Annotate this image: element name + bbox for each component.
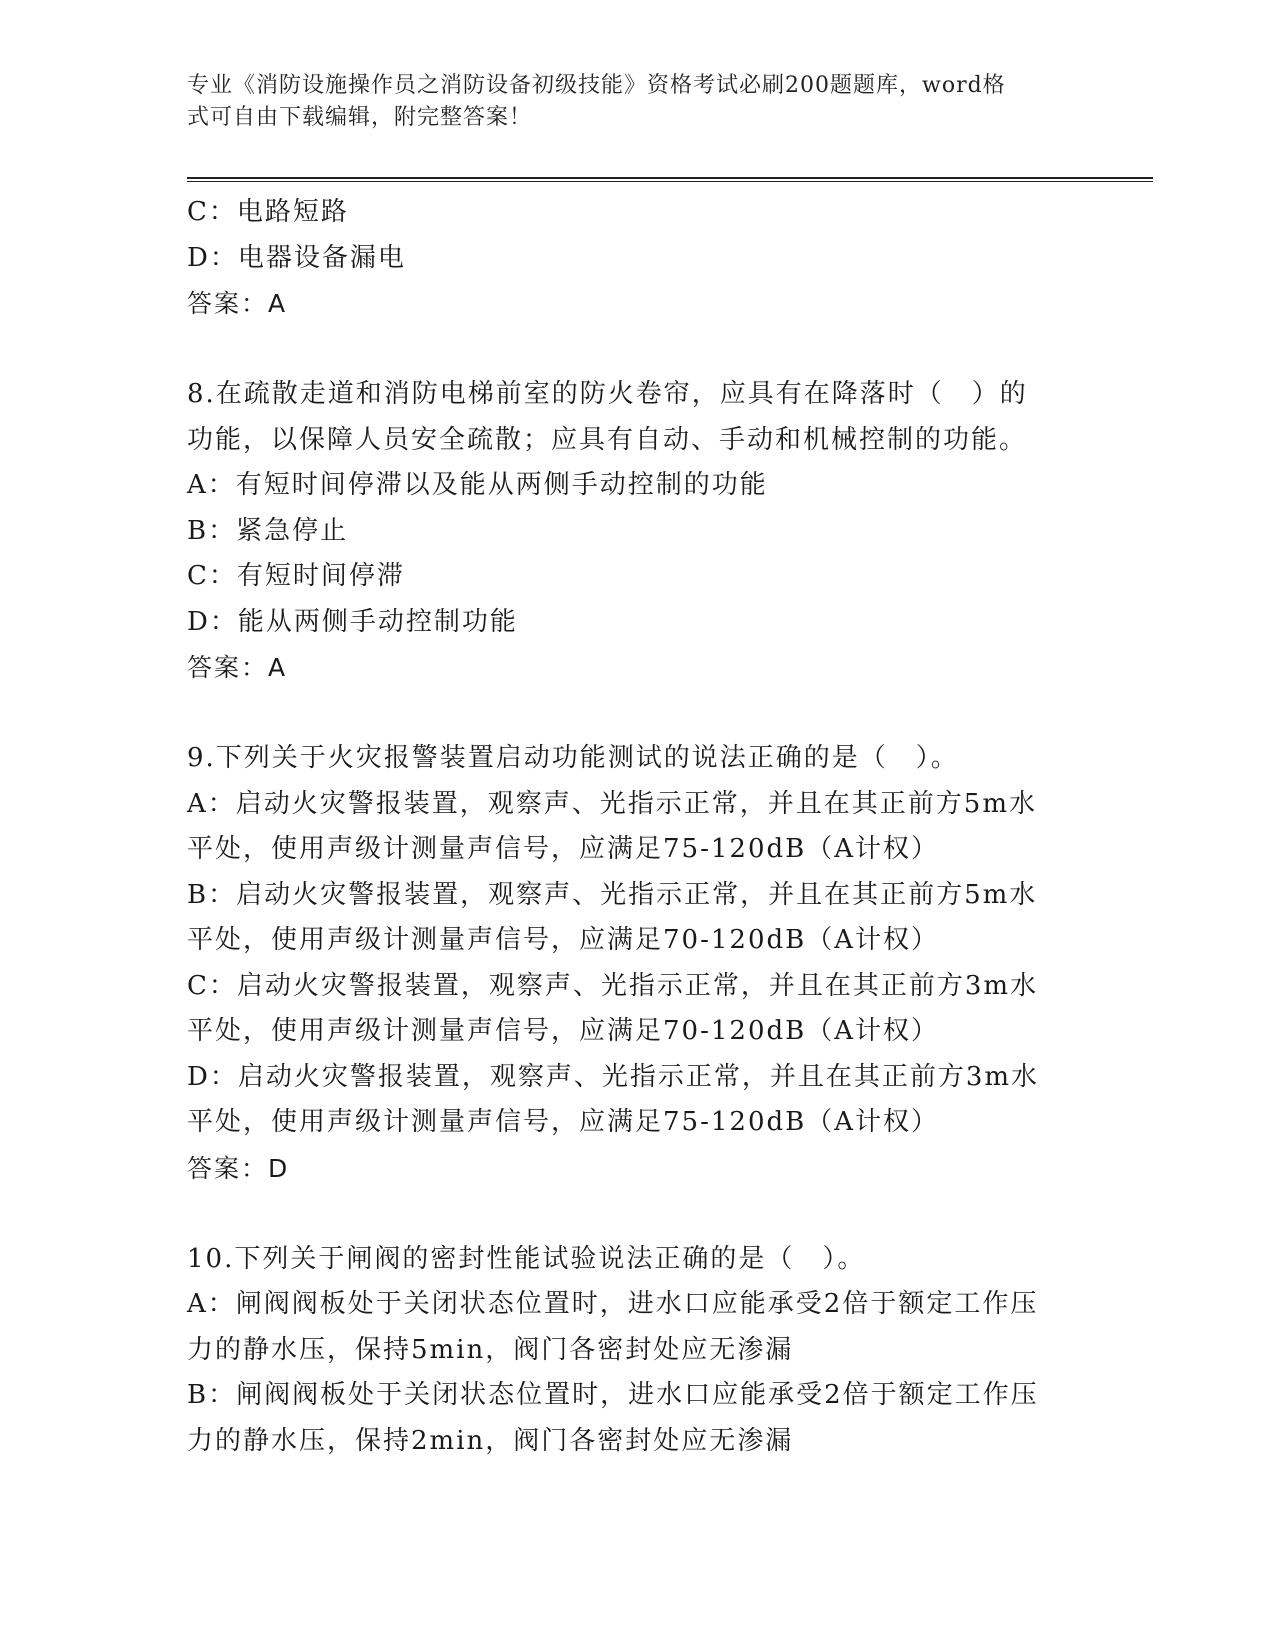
q7-option-d: D：电器设备漏电 <box>187 242 406 273</box>
q9-option-c-line-2: 平处，使用声级计测量声信号，应满足70-120dB（A计权） <box>187 1016 940 1046</box>
q10-option-a-line-2: 力的静水压，保持5min，阀门各密封处应无渗漏 <box>187 1334 794 1365</box>
question-8 <box>187 372 1087 691</box>
q9-option-a-line-2: 平处，使用声级计测量声信号，应满足75-120dB（A计权） <box>187 834 940 864</box>
q8-stem-line-2: 功能，以保障人员安全疏散；应具有自动、手动和机械控制的功能。 <box>187 424 1028 455</box>
header-title-line-2: 式可自由下载编辑，附完整答案！ <box>187 105 533 130</box>
q9-answer: 答案：D <box>187 1153 290 1183</box>
spacer <box>187 1191 1087 1237</box>
q8-answer: 答案：A <box>187 653 288 682</box>
q10-option-b-line-1: B：闸阀阀板处于关闭状态位置时，进水口应能承受2倍于额定工作压 <box>187 1380 1039 1410</box>
question-9 <box>187 736 1087 1191</box>
q9-option-b-line-1: B：启动火灾警报装置，观察声、光指示正常，并且在其正前方5m水 <box>187 879 1038 910</box>
q9-stem: 9.下列关于火灾报警装置启动功能测试的说法正确的是（ ）。 <box>187 743 959 773</box>
spacer <box>187 691 1087 737</box>
q8-option-d: D：能从两侧手动控制功能 <box>187 606 518 637</box>
q8-option-a: A：有短时间停滞以及能从两侧手动控制的功能 <box>187 470 768 500</box>
header-title-line-1: 专业《消防设施操作员之消防设备初级技能》资格考试必刷200题题库，word格 <box>187 73 1006 98</box>
question-7-tail <box>187 190 1087 327</box>
document-body <box>187 190 1087 1464</box>
spacer <box>187 327 1087 373</box>
q9-option-d-line-1: D：启动火灾警报装置，观察声、光指示正常，并且在其正前方3m水 <box>187 1061 1040 1092</box>
q9-option-a-line-1: A：启动火灾警报装置，观察声、光指示正常，并且在其正前方5m水 <box>187 788 1037 819</box>
page-header <box>187 70 1087 134</box>
q7-option-c: C：电路短路 <box>187 197 349 227</box>
q10-option-b-line-2: 力的静水压，保持2min，阀门各密封处应无渗漏 <box>187 1425 794 1456</box>
q7-answer: 答案：A <box>187 289 288 318</box>
q8-option-c: C：有短时间停滞 <box>187 561 405 591</box>
q8-stem-line-1: 8.在疏散走道和消防电梯前室的防火卷帘，应具有在降落时（ ）的 <box>187 379 1028 409</box>
q9-option-d-line-2: 平处，使用声级计测量声信号，应满足75-120dB（A计权） <box>187 1107 940 1137</box>
q9-option-b-line-2: 平处，使用声级计测量声信号，应满足70-120dB（A计权） <box>187 925 940 955</box>
q9-option-c-line-1: C：启动火灾警报装置，观察声、光指示正常，并且在其正前方3m水 <box>187 970 1039 1001</box>
header-divider <box>187 177 1153 182</box>
q10-option-a-line-1: A：闸阀阀板处于关闭状态位置时，进水口应能承受2倍于额定工作压 <box>187 1289 1039 1319</box>
q10-stem: 10.下列关于闸阀的密封性能试验说法正确的是（ ）。 <box>187 1243 866 1274</box>
question-10 <box>187 1237 1087 1465</box>
q8-option-b: B：紧急停止 <box>187 515 349 546</box>
